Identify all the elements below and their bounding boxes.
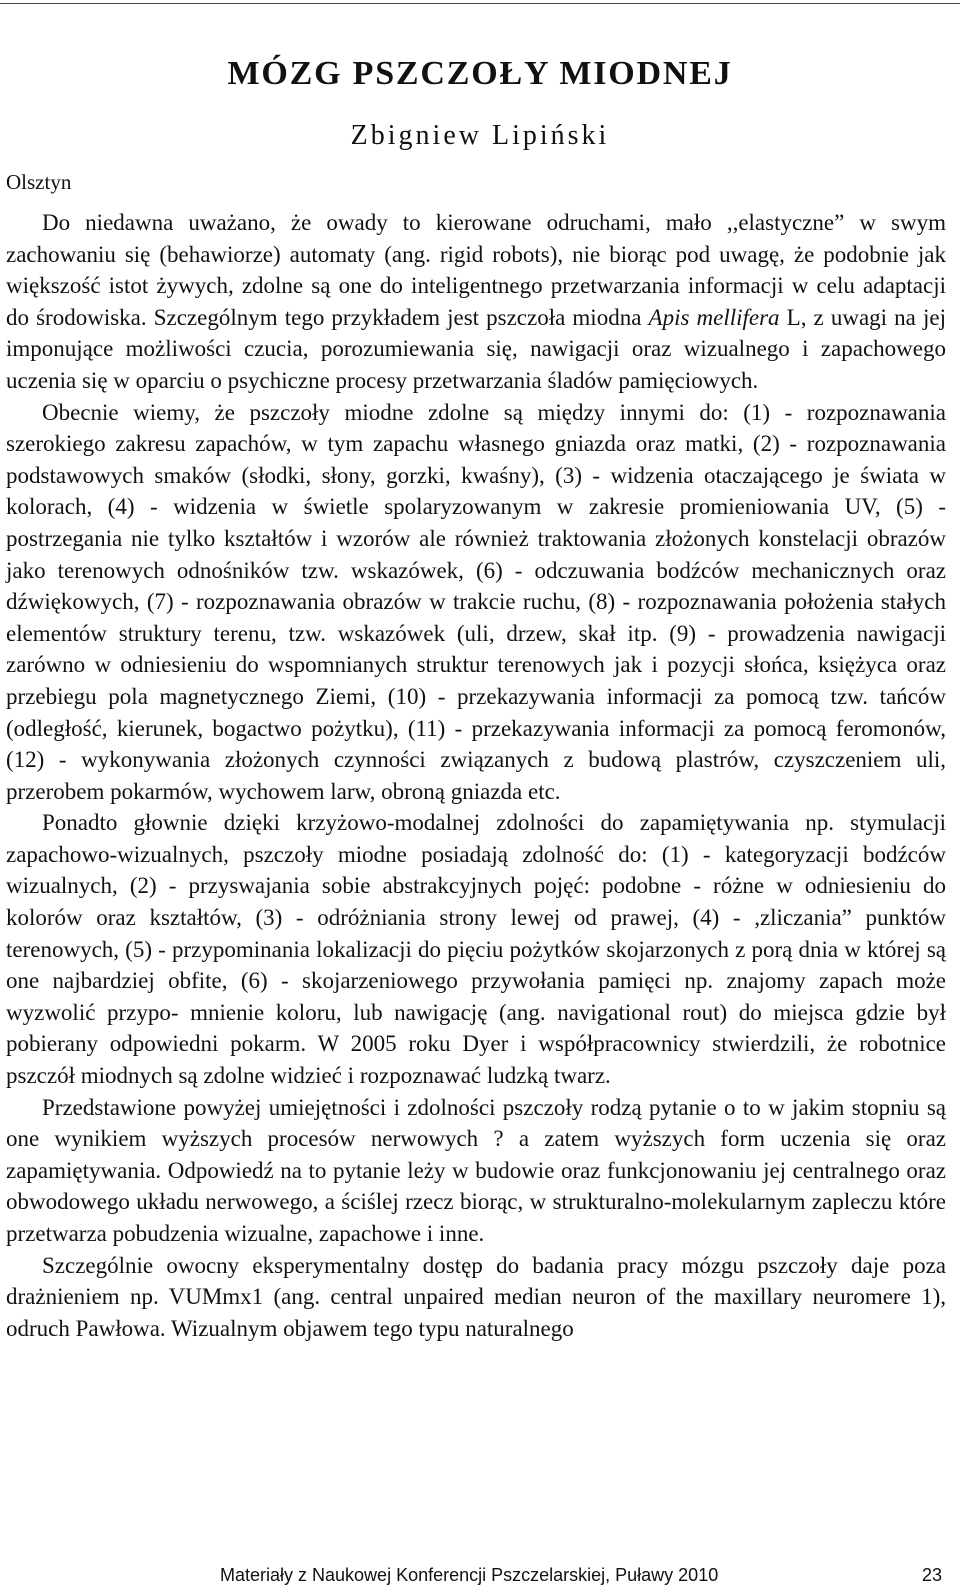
paragraph-2: Obecnie wiemy, że pszczoły miodne zdolne są między innymi do: (1) - rozpoznawania szerokiego zakresu zapachów, w tym zapachu własnego gniazda oraz matki, (2) - rozpoznawania podstawowych smaków (słodki, słony, gorzki, kwaśny), (3) - widzenia otaczającego je świata w kolorach, (4) - widzenia w świetle spolaryzowanym w zakresie promieniowania UV, (5) - postrzegania nie tylko kształtów i wzorów ale również traktowania złożonych konstelacji obrazów jako terenowych odnośników tzw. wskazówek, (6) - odczuwania bodźców mechanicznych oraz dźwiękowych, (7) - rozpoznawania obrazów w trakcie ruchu, (8) - rozpoznawania położenia stałych elementów struktury terenu, tzw. wskazówek (uli, drzew, skał itp. (9) - prowadzenia nawigacji zarówno w odniesieniu do wspomnianych struktur terenowych jak i pozycji słońca, księżyca oraz przebiegu pola magnetycznego Ziemi, (10) - przekazywania informacji za pomocą tzw. tańców (odległość, kierunek, bogactwo pożytku), (11) - przekazywania informacji za pomocą feromonów, (12) - wykonywania złożonych czynności związanych z budową plastrów, czyszczeniem uli, przerobem pokarmów, wychowem larw, obroną gniazda etc.: [6, 399, 946, 804]
species-name: Apis mellifera: [648, 304, 780, 330]
top-rule: [0, 3, 960, 4]
paragraph-3: Ponadto głownie dzięki krzyżowo-modalnej zdolności do zapamiętywania np. stymulacji zapachowo-wizualnych, pszczoły miodne posiadają zdolność do: (1) - kategoryzacji bodźców wizualnych, (2) - przyswajania sobie abstrakcyjnych pojęć: podobne - różne w odniesieniu do kolorów oraz kształtów, (3) - odróżniania strony lewej od prawej, (4) - ,zliczania” punktów terenowych, (5) - przypominania lokalizacji do pięciu pożytków skojarzonych z porą dnia w której są one najbardziej obfite, (6) - skojarzeniowego przywołania pamięci np. znajomy zapach może wyzwolić przypo- mnienie koloru, lub nawigację (ang. navigational rout) do miejsca gdzie był pobierany odpowiedni pokarm. W 2005 roku Dyer i współpracownicy stwierdzili, że robotnice pszczół miodnych są zdolne widzieć i rozpoznawać ludzką twarz.: [6, 810, 946, 1089]
paragraph-4: Przedstawione powyżej umiejętności i zdolności pszczoły rodzą pytanie o to w jakim stopniu są one wynikiem wyższych procesów nerwowych ? a zatem wyższych form uczenia się oraz zapamiętywania. Odpowiedź na to pytanie leży w budowie oraz funkcjonowaniu jej centralnego oraz obwodowego układu nerwowego, a ściślej rzecz biorąc, w strukturalno-molekularnym zapleczu które przetwarza pobudzenia wizualne, zapachowe i inne.: [6, 1094, 946, 1246]
paragraph-5: Szczególnie owocny eksperymentalny dostęp do badania pracy mózgu pszczoły daje poza drażnieniem np. VUMmx1 (ang. central unpaired median neuron of the maxillary neuromere 1), odruch Pawłowa. Wizualnym objawem tego typu naturalnego: [6, 1252, 946, 1341]
paragraph-1-text-a: Do niedawna uważano, że owady to kierowane odruchami, mało ,,elastyczne” w swym zachowaniu się (behawiorze) automaty (ang. rigid robots), nie biorąc pod uwagę, że podobnie jak większość istot żywych, zdolne są one do inteligentnego przetwarzania informacji w celu adaptacji do środowiska. Szczególnym tego przykładem jest pszczoła miodna: [6, 210, 946, 330]
author-name: Zbigniew Lipiński: [350, 120, 610, 151]
page-number: 23: [921, 1565, 942, 1585]
author-affiliation: Olsztyn: [6, 170, 72, 194]
paragraph-1: [6, 207, 946, 397]
footer-publication: Materiały z Naukowej Konferencji Pszczelarskiej, Puławy 2010: [220, 1565, 719, 1585]
paragraph-1-text-b: L, z uwagi na jej imponujące możliwości czucia, porozumiewania się, nawigacji oraz wizualnego i zapachowego uczenia się w oparciu o psychiczne procesy przetwarzania śladów pamięciowych.: [6, 304, 946, 393]
article-title: MÓZG PSZCZOŁY MIODNEJ: [227, 55, 733, 92]
article-body: [6, 207, 946, 1344]
page-footer: [0, 1563, 960, 1587]
